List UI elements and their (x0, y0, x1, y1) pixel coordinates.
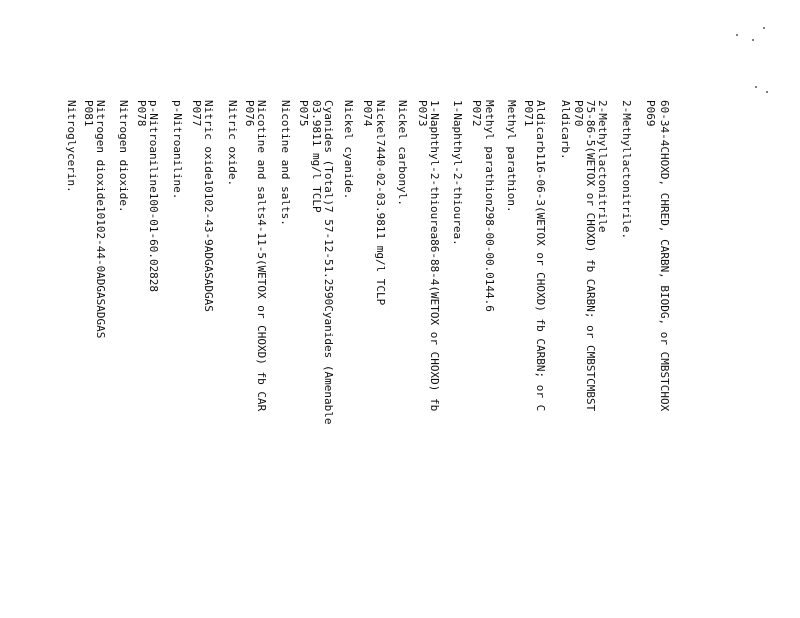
text-line: P081 (82, 100, 95, 127)
text-line: Nitrogen dioxide. (117, 100, 130, 213)
text-line: P069 (644, 100, 657, 127)
scan-speck (752, 39, 754, 41)
text-line: Methyl parathion298-00-00.0144.6 (483, 100, 496, 312)
text-line: P078 (135, 100, 148, 127)
text-line: Aldicarb116-06-3(WETOX or CHOXD) fb CARBN; or C (534, 100, 547, 412)
text-line: P073 (416, 100, 429, 127)
text-line: 1-Naphthyl-2-thiourea86-88-4(WETOX or CHOXD) fb (428, 100, 441, 412)
text-line: P074 (361, 100, 374, 127)
text-line: Nickel cyanide. (342, 100, 355, 200)
text-line: P071 (522, 100, 535, 127)
text-line: Methyl parathion. (505, 100, 518, 213)
text-line: P076 (243, 100, 256, 127)
text-line: Nicotine and salts4-11-5(WETOX or CHOXD) fb CAR (255, 100, 268, 412)
text-line: Nitric oxide10102-43-9ADGASADGAS (202, 100, 215, 312)
text-line: Nicotine and salts. (279, 100, 292, 226)
text-line: Nitroglycerin. (65, 100, 78, 193)
scan-speck (736, 34, 738, 36)
text-line: P075 (297, 100, 310, 127)
text-line: P072 (470, 100, 483, 127)
scan-speck (763, 27, 765, 29)
text-line: 60-34-4CHOXD, CHRED, CARBN, BIODG, or CMBSTCHOX (658, 100, 671, 412)
text-line: P077 (190, 100, 203, 127)
text-line: p-Nitroaniline. (171, 100, 184, 200)
text-line: Nitric oxide. (226, 100, 239, 187)
text-line: Nickel carbonyl. (396, 100, 409, 206)
text-line: 03.9811 mg/l TCLP (310, 100, 323, 213)
text-line: 1-Naphthyl-2-thiourea. (451, 100, 464, 246)
scan-speck (766, 91, 768, 93)
text-line: p-Nitroaniline100-01-60.02828 (147, 100, 160, 293)
text-line: 75-86-5(WETOX or CHOXD) fb CARBN; or CMBSTCMBST (584, 100, 597, 412)
text-line: 2-Methyllactonitrile (596, 100, 609, 233)
scan-speck (755, 86, 757, 88)
text-line: Cyanides (Total)7 57-12-51.2590Cyanides (Amenable (322, 100, 335, 425)
text-line: Aldicarb. (559, 100, 572, 160)
text-line: Nickel7440-02-03.9811 mg/l TCLP (374, 100, 387, 306)
text-line: 2-Methyllactonitrile. (620, 100, 633, 240)
text-line: Nitrogen dioxide10102-44-0ADGASADGAS (94, 100, 107, 339)
text-line: P070 (572, 100, 585, 127)
